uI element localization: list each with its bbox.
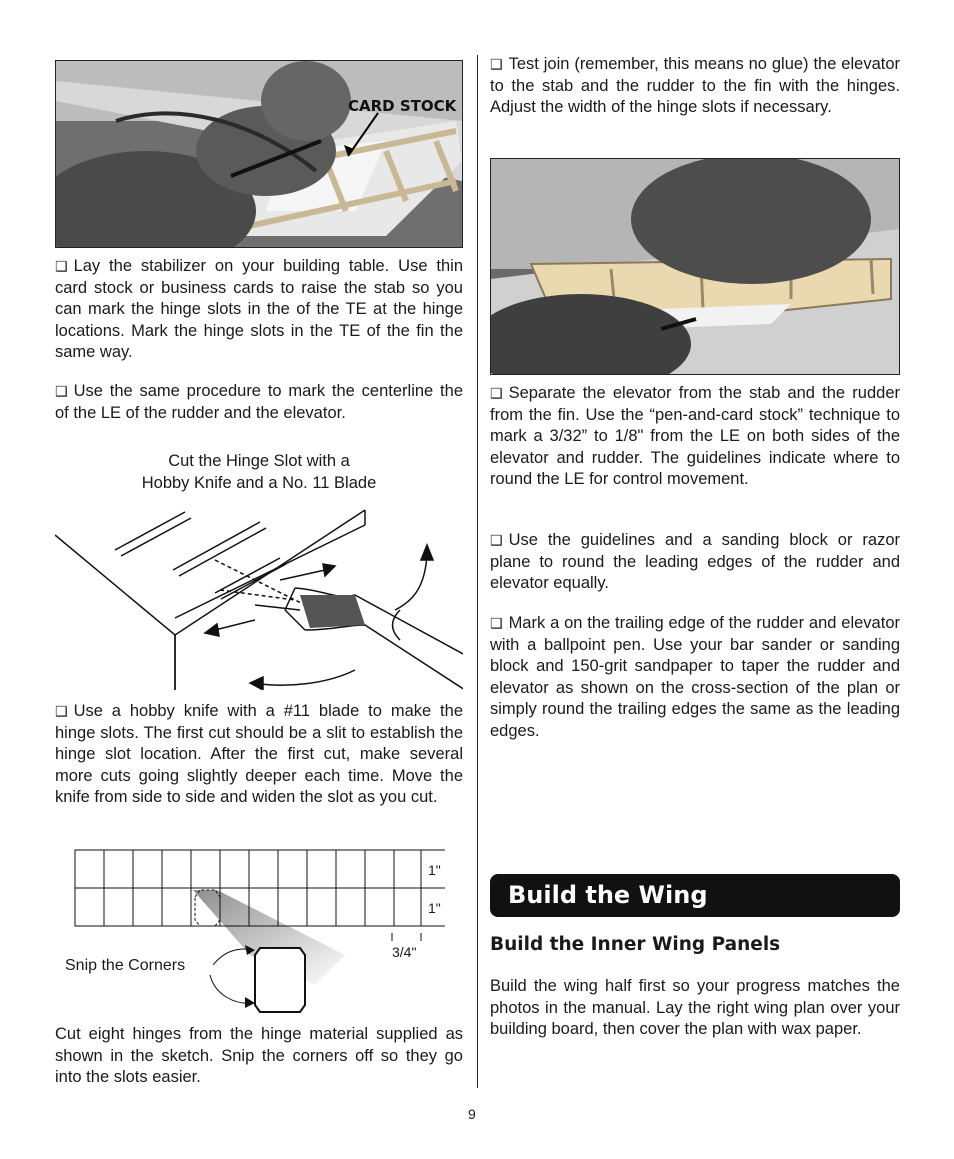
right-paragraph-2: ❑ Separate the elevator from the stab and the rudder from the fin. Use the “pen-and-card stock” technique to mark a 3/32” to 1/8" from the LE on both sides of the elevator and rudder. The guidelines indicate where to round the LE for control movement. bbox=[490, 384, 900, 489]
left-paragraph-3: ❑ Use a hobby knife with a #11 blade to make the hinge slots. The first cut should be a slit to establish the hinge slot location. After the first cut, make several more cuts going slightly deeper each time. Move the knife from side to side and widen the slot as you cut. bbox=[55, 702, 463, 807]
subhead-inner-wing-panels: Build the Inner Wing Panels bbox=[490, 934, 781, 955]
right-paragraph-4: ❑ Mark a on the trailing edge of the rudder and elevator with a ballpoint pen. Use your bar sander or sanding block and 150-grit sandpaper to taper the rudder and elevator as shown on the cross-section of the plan or simply round the trailing edges the same as the leading edges. bbox=[490, 614, 900, 740]
checkbox-icon[interactable]: ❑ bbox=[490, 532, 503, 548]
page-number: 9 bbox=[468, 1106, 476, 1122]
grid-label-1in-bottom: 1" bbox=[428, 900, 441, 916]
figure-caption-line-1: Cut the Hinge Slot with a bbox=[168, 452, 350, 470]
left-paragraph-2: ❑ Use the same procedure to mark the centerline the of the LE of the rudder and the elevator. bbox=[55, 382, 463, 422]
photo-card-stock bbox=[55, 60, 463, 248]
hinge-grid-diagram bbox=[55, 845, 463, 1020]
checkbox-icon[interactable]: ❑ bbox=[55, 703, 68, 719]
left-paragraph-4: Cut eight hinges from the hinge material supplied as shown in the sketch. Snip the corners off so they go into the slots easier. bbox=[55, 1025, 463, 1087]
checkbox-icon[interactable]: ❑ bbox=[55, 383, 68, 399]
column-divider bbox=[477, 55, 478, 1088]
figure-caption-line-2: Hobby Knife and a No. 11 Blade bbox=[141, 474, 377, 492]
section-title-build-the-wing: Build the Wing bbox=[490, 874, 900, 917]
photo-marking-guidelines bbox=[490, 158, 900, 375]
right-paragraph-1: ❑ Test join (remember, this means no glue) the elevator to the stab and the rudder to the fin with the hinges. Adjust the width of the hinge slots if necessary. bbox=[490, 55, 900, 117]
left-paragraph-1: ❑ Lay the stabilizer on your building table. Use thin card stock or business cards to raise the stab so you can mark the hinge slots in the of the TE at the hinge locations. Mark the hinge slots in the TE of the fin the same way. bbox=[55, 257, 463, 362]
checkbox-icon[interactable]: ❑ bbox=[55, 258, 68, 274]
card-stock-label: CARD STOCK bbox=[348, 97, 457, 115]
checkbox-icon[interactable]: ❑ bbox=[490, 385, 503, 401]
checkbox-icon[interactable]: ❑ bbox=[490, 615, 503, 631]
right-paragraph-5: Build the wing half first so your progress matches the photos in the manual. Lay the right wing plan over your building board, then cover the plan with wax paper. bbox=[490, 977, 900, 1039]
snip-corners-label: Snip the Corners bbox=[65, 957, 186, 974]
grid-label-1in-top: 1" bbox=[428, 862, 441, 878]
grid-label-3-4in: 3/4" bbox=[392, 944, 417, 960]
checkbox-icon[interactable]: ❑ bbox=[490, 56, 503, 72]
hobby-knife-diagram bbox=[55, 500, 463, 690]
right-paragraph-3: ❑ Use the guidelines and a sanding block or razor plane to round the leading edges of the rudder and elevator equally. bbox=[490, 531, 900, 593]
